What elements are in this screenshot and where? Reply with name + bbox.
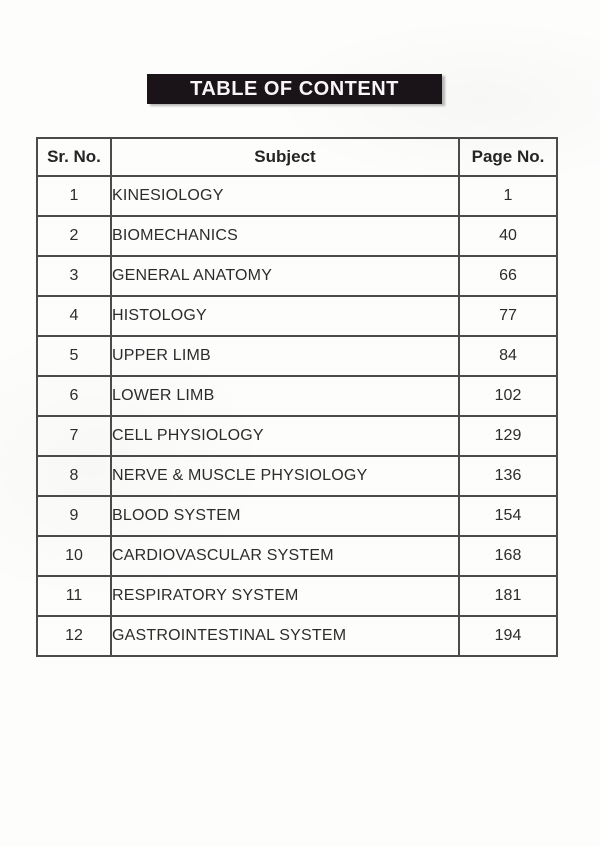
- subject-cell: RESPIRATORY SYSTEM: [111, 576, 459, 616]
- table-row: [37, 456, 557, 496]
- table-body: [37, 176, 557, 656]
- subject-cell: UPPER LIMB: [111, 336, 459, 376]
- table-row: [37, 576, 557, 616]
- subject-cell: CELL PHYSIOLOGY: [111, 416, 459, 456]
- page-no-cell: 136: [459, 456, 557, 496]
- table-row: [37, 216, 557, 256]
- sr-no-cell: 12: [37, 616, 111, 656]
- page-title-banner: [147, 74, 442, 104]
- header-sr-no: Sr. No.: [37, 138, 111, 176]
- table-row: [37, 296, 557, 336]
- page-no-cell: 181: [459, 576, 557, 616]
- page-no-cell: 66: [459, 256, 557, 296]
- subject-cell: BLOOD SYSTEM: [111, 496, 459, 536]
- sr-no-cell: 1: [37, 176, 111, 216]
- sr-no-cell: 8: [37, 456, 111, 496]
- page-no-cell: 1: [459, 176, 557, 216]
- page-no-cell: 84: [459, 336, 557, 376]
- page-no-cell: 129: [459, 416, 557, 456]
- subject-cell: HISTOLOGY: [111, 296, 459, 336]
- table-row: [37, 256, 557, 296]
- subject-cell: LOWER LIMB: [111, 376, 459, 416]
- page-no-cell: 194: [459, 616, 557, 656]
- subject-cell: GENERAL ANATOMY: [111, 256, 459, 296]
- table-row: [37, 496, 557, 536]
- sr-no-cell: 7: [37, 416, 111, 456]
- page-title: TABLE OF CONTENT: [190, 77, 399, 100]
- table-row: [37, 336, 557, 376]
- subject-cell: NERVE & MUSCLE PHYSIOLOGY: [111, 456, 459, 496]
- table-row: [37, 176, 557, 216]
- sr-no-cell: 3: [37, 256, 111, 296]
- table-row: [37, 536, 557, 576]
- page-no-cell: 102: [459, 376, 557, 416]
- table-of-content: [36, 137, 558, 657]
- sr-no-cell: 9: [37, 496, 111, 536]
- sr-no-cell: 2: [37, 216, 111, 256]
- subject-cell: GASTROINTESTINAL SYSTEM: [111, 616, 459, 656]
- header-subject: Subject: [111, 138, 459, 176]
- subject-cell: BIOMECHANICS: [111, 216, 459, 256]
- sr-no-cell: 11: [37, 576, 111, 616]
- sr-no-cell: 10: [37, 536, 111, 576]
- subject-cell: CARDIOVASCULAR SYSTEM: [111, 536, 459, 576]
- table-row: [37, 616, 557, 656]
- subject-cell: KINESIOLOGY: [111, 176, 459, 216]
- sr-no-cell: 4: [37, 296, 111, 336]
- page-no-cell: 77: [459, 296, 557, 336]
- table-row: [37, 376, 557, 416]
- table-row: [37, 416, 557, 456]
- header-page-no: Page No.: [459, 138, 557, 176]
- sr-no-cell: 6: [37, 376, 111, 416]
- page-no-cell: 40: [459, 216, 557, 256]
- page-no-cell: 168: [459, 536, 557, 576]
- page-no-cell: 154: [459, 496, 557, 536]
- table-header: [37, 138, 557, 176]
- sr-no-cell: 5: [37, 336, 111, 376]
- header-row: [37, 138, 557, 176]
